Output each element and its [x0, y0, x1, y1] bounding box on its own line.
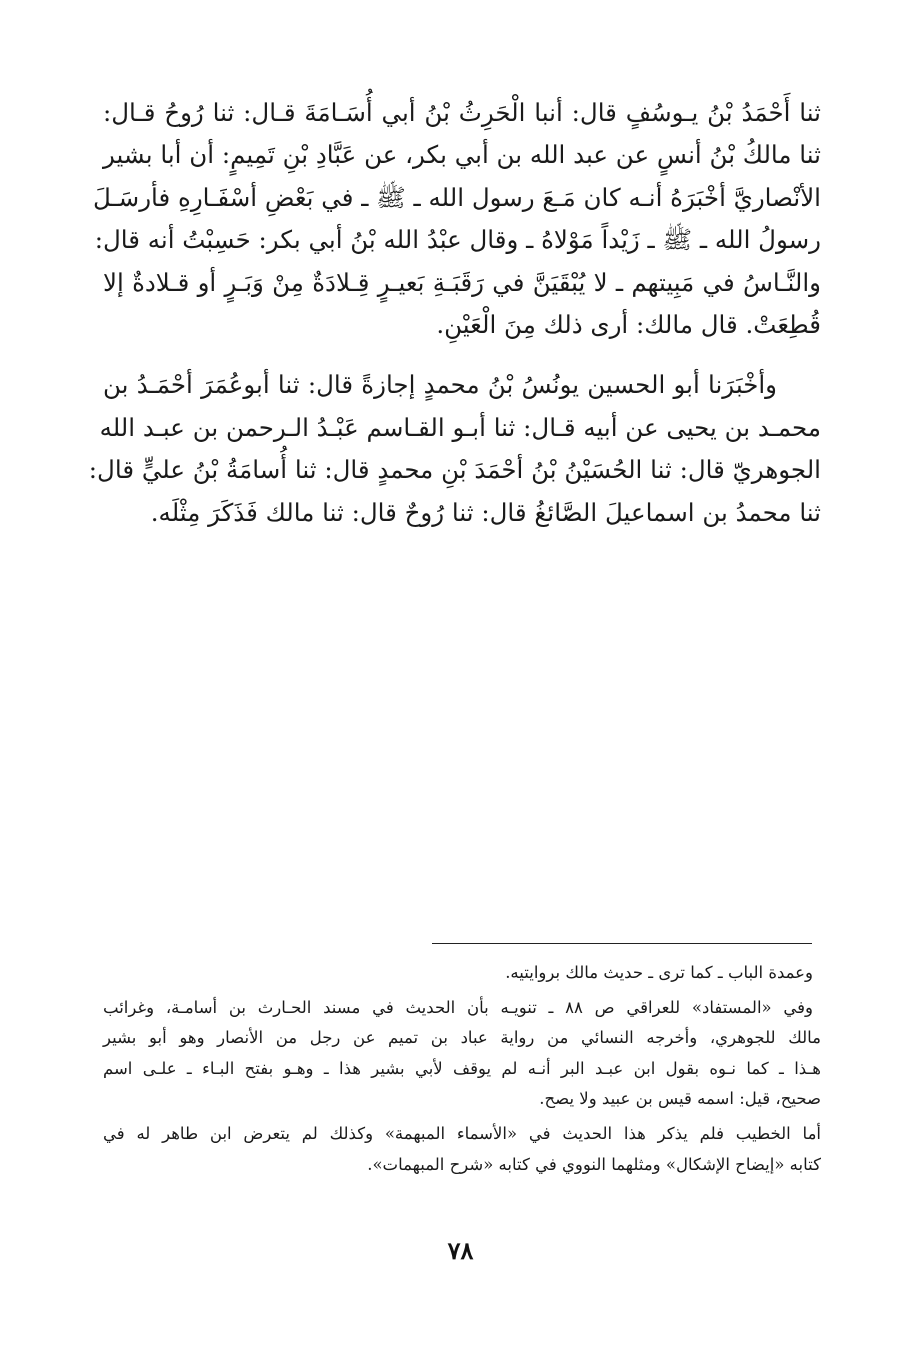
footnotes: [103, 958, 821, 1180]
text-line: الأنْصاريَّ أخْبَرَهُ أنـه كان مَـعَ رسول الله ـ ﷺ ـ في بَعْضِ أسْفَـارِهِ فأرسَـلَ: [92, 182, 821, 212]
footnote-2: [103, 993, 821, 1115]
footnote-line: صحيح، قيل: اسمه قيس بن عبيد ولا يصح.: [539, 1089, 821, 1109]
text-line: ثنا محمدُ بن اسماعيلَ الصَّائغُ قال: ثنا رُوحٌ قال: ثنا مالك فَذَكَرَ مِثْلَه.: [150, 497, 821, 527]
text-line: والنَّـاسُ في مَبِيتهم ـ لا يُبْقَيَنَّ في رَقَبَـةِ بَعيـرٍ قِـلادَةٌ مِنْ وَبَـرٍ أو قـلادةٌ إلا: [103, 267, 821, 297]
footnote-line: أما الخطيب فلم يذكر هذا الحديث في «الأسماء المبهمة» وكذلك لم يتعرض ابن طاهر له في: [103, 1123, 821, 1143]
footnote-line: هـذا ـ كما نـوه بقول ابن عبـد البر أنـه لم يوقف لأبي بشير هذا ـ وهـو بفتح البـاء ـ علـى اسم: [103, 1058, 821, 1078]
footnote-line: وعمدة الباب ـ كما ترى ـ حديث مالك بروايتيه.: [505, 963, 813, 982]
footnote-line: كتابه «إيضاح الإشكال» ومثلهما النووي في كتابه «شرح المبهمات».: [367, 1154, 821, 1174]
text-line: ثنا أَحْمَدُ بْنُ يـوسُفٍ قال: أنبا الْحَرِثُ بْنُ أبي أُسَـامَةَ قـال: ثنا رُوحُ قـال:: [103, 98, 821, 127]
footnote-separator-rule: [432, 943, 812, 944]
footnote-1: [103, 958, 821, 989]
text-line: قُطِعَتْ. قال مالك: أرى ذلك مِنَ الْعَيْنِ.: [436, 309, 821, 339]
text-line: الجوهريّ قال: ثنا الحُسَيْنُ بْنُ أحْمَدَ بْنِ محمدٍ قال: ثنا أُسامَةُ بْنُ عليٍّ قال:: [88, 455, 821, 485]
paragraph-1: [92, 92, 821, 346]
text-line: محمـد بن يحيى عن أبيه قـال: ثنا أبـو القـاسم عَبْـدُ الـرحمن بن عبـد الله: [99, 412, 821, 442]
text-line: رسولُ الله ـ ﷺ ـ زَيْداً مَوْلاهُ ـ وقال عبْدُ الله بْنُ أبي بكر: حَسِبْتُ أنه قال:: [94, 225, 821, 255]
text-line: وأخْبَرَنا أبو الحسين يونُسُ بْنُ محمدٍ إجازةً قال: ثنا أبوعُمَرَ أحْمَـدُ بن: [103, 370, 777, 400]
text-line: ثنا مالكُ بْنُ أنسٍ عن عبد الله بن أبي بكر، عن عَبَّادِ بْنِ تَمِيمٍ: أن أبا بشير: [103, 140, 821, 170]
main-text: [88, 92, 821, 534]
paragraph-2: [88, 364, 821, 534]
page-number: ٧٨: [447, 1236, 474, 1265]
paragraph-spacer: [103, 346, 821, 364]
footnote-line: وفي «المستفاد» للعراقي ص ٨٨ ـ تنويـه بأن الحديث في مسند الحـارث بن أسامـة، وغرائب: [103, 997, 813, 1017]
footnote-3: [103, 1119, 821, 1180]
footnote-line: مالك للجوهري، وأخرجه النسائي من رواية عباد بن تميم عن رجل من الأنصار وهو أبو بشير: [103, 1028, 821, 1048]
